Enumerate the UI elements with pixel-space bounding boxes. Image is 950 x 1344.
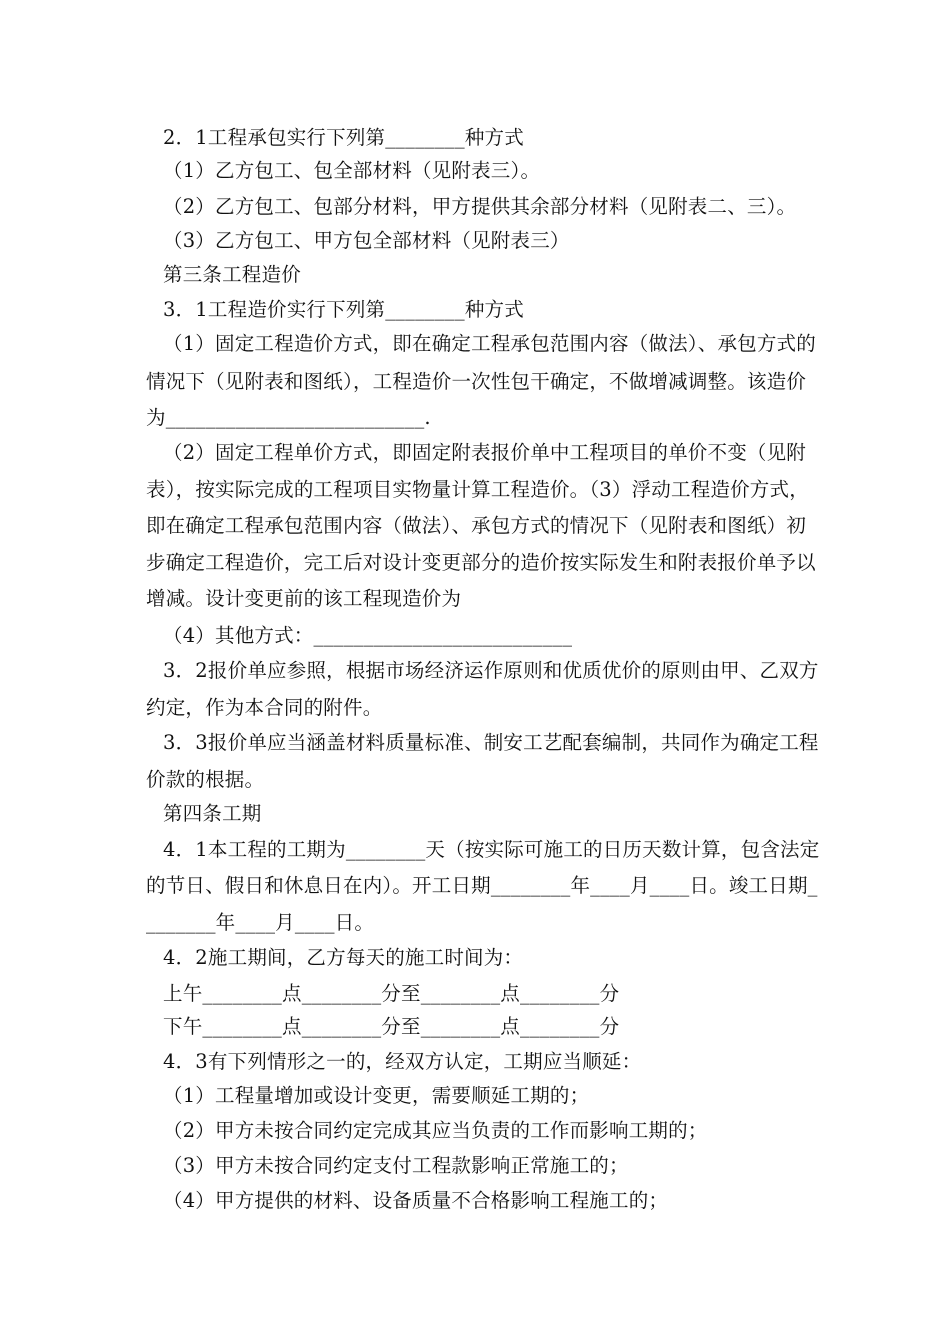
list-item: （1）工程量增加或设计变更，需要顺延工期的； — [163, 1084, 590, 1107]
list-item: （2）甲方未按合同约定完成其应当负责的工作而影响工期的； — [163, 1119, 708, 1142]
clause-3-2: 3．2报价单应参照，根据市场经济运作原则和优质优价的原则由甲、乙双方 — [163, 659, 819, 682]
article-3-heading: 第三条工程造价 — [163, 263, 301, 286]
clause-3-3: 3．3报价单应当涵盖材料质量标准、制安工艺配套编制，共同作为确定工程 — [163, 731, 819, 754]
option-3: （3）乙方包工、甲方包全部材料（见附表三） — [163, 229, 570, 252]
list-item: （4）甲方提供的材料、设备质量不合格影响工程施工的； — [163, 1189, 669, 1212]
paragraph-line: 增减。设计变更前的该工程现造价为 — [146, 587, 462, 610]
option-2: （2）乙方包工、包部分材料，甲方提供其余部分材料（见附表二、三）。 — [163, 195, 797, 218]
option-4: （4）其他方式：__________________________ — [163, 624, 573, 647]
clause-4-2: 4．2施工期间，乙方每天的施工时间为： — [163, 946, 524, 969]
article-4-heading: 第四条工期 — [163, 802, 262, 825]
clause-4-1: 4．1本工程的工期为________天（按实际可施工的日历天数计算，包含法定 — [163, 838, 820, 861]
clause-4-3: 4．3有下列情形之一的，经双方认定，工期应当顺延： — [163, 1050, 642, 1073]
paragraph-line: 的节日、假日和休息日在内）。开工日期________年____月____日。竣工日期_ — [146, 874, 818, 897]
paragraph-line: 步确定工程造价，完工后对设计变更部分的造价按实际发生和附表报价单予以 — [146, 551, 816, 574]
option-1: （1）乙方包工、包全部材料（见附表三）。 — [163, 159, 541, 182]
morning-hours: 上午________点________分至________点________分 — [163, 982, 620, 1005]
paragraph-line: 表），按实际完成的工程项目实物量计算工程造价。（3）浮动工程造价方式， — [146, 478, 809, 501]
paragraph-line: 价款的根据。 — [146, 768, 265, 791]
afternoon-hours: 下午________点________分至________点________分 — [163, 1015, 620, 1038]
paragraph-line: 情况下（见附表和图纸），工程造价一次性包干确定，不做增减调整。该造价 — [146, 370, 807, 393]
list-item: （3）甲方未按合同约定支付工程款影响正常施工的； — [163, 1154, 629, 1177]
paragraph-line: _______年____月____日。 — [146, 911, 375, 934]
clause-3-1: 3．1工程造价实行下列第________种方式 — [163, 298, 524, 321]
paragraph-line: 即在确定工程承包范围内容（做法）、承包方式的情况下（见附表和图纸）初 — [146, 514, 807, 537]
paragraph-line: 约定，作为本合同的附件。 — [146, 696, 383, 719]
paragraph-line: （2）固定工程单价方式，即固定附表报价单中工程项目的单价不变（见附 — [163, 441, 807, 464]
paragraph-line: （1）固定工程造价方式，即在确定工程承包范围内容（做法）、承包方式的 — [163, 332, 816, 355]
clause-2-1: 2．1工程承包实行下列第________种方式 — [163, 126, 524, 149]
paragraph-line: 为__________________________. — [146, 406, 431, 429]
